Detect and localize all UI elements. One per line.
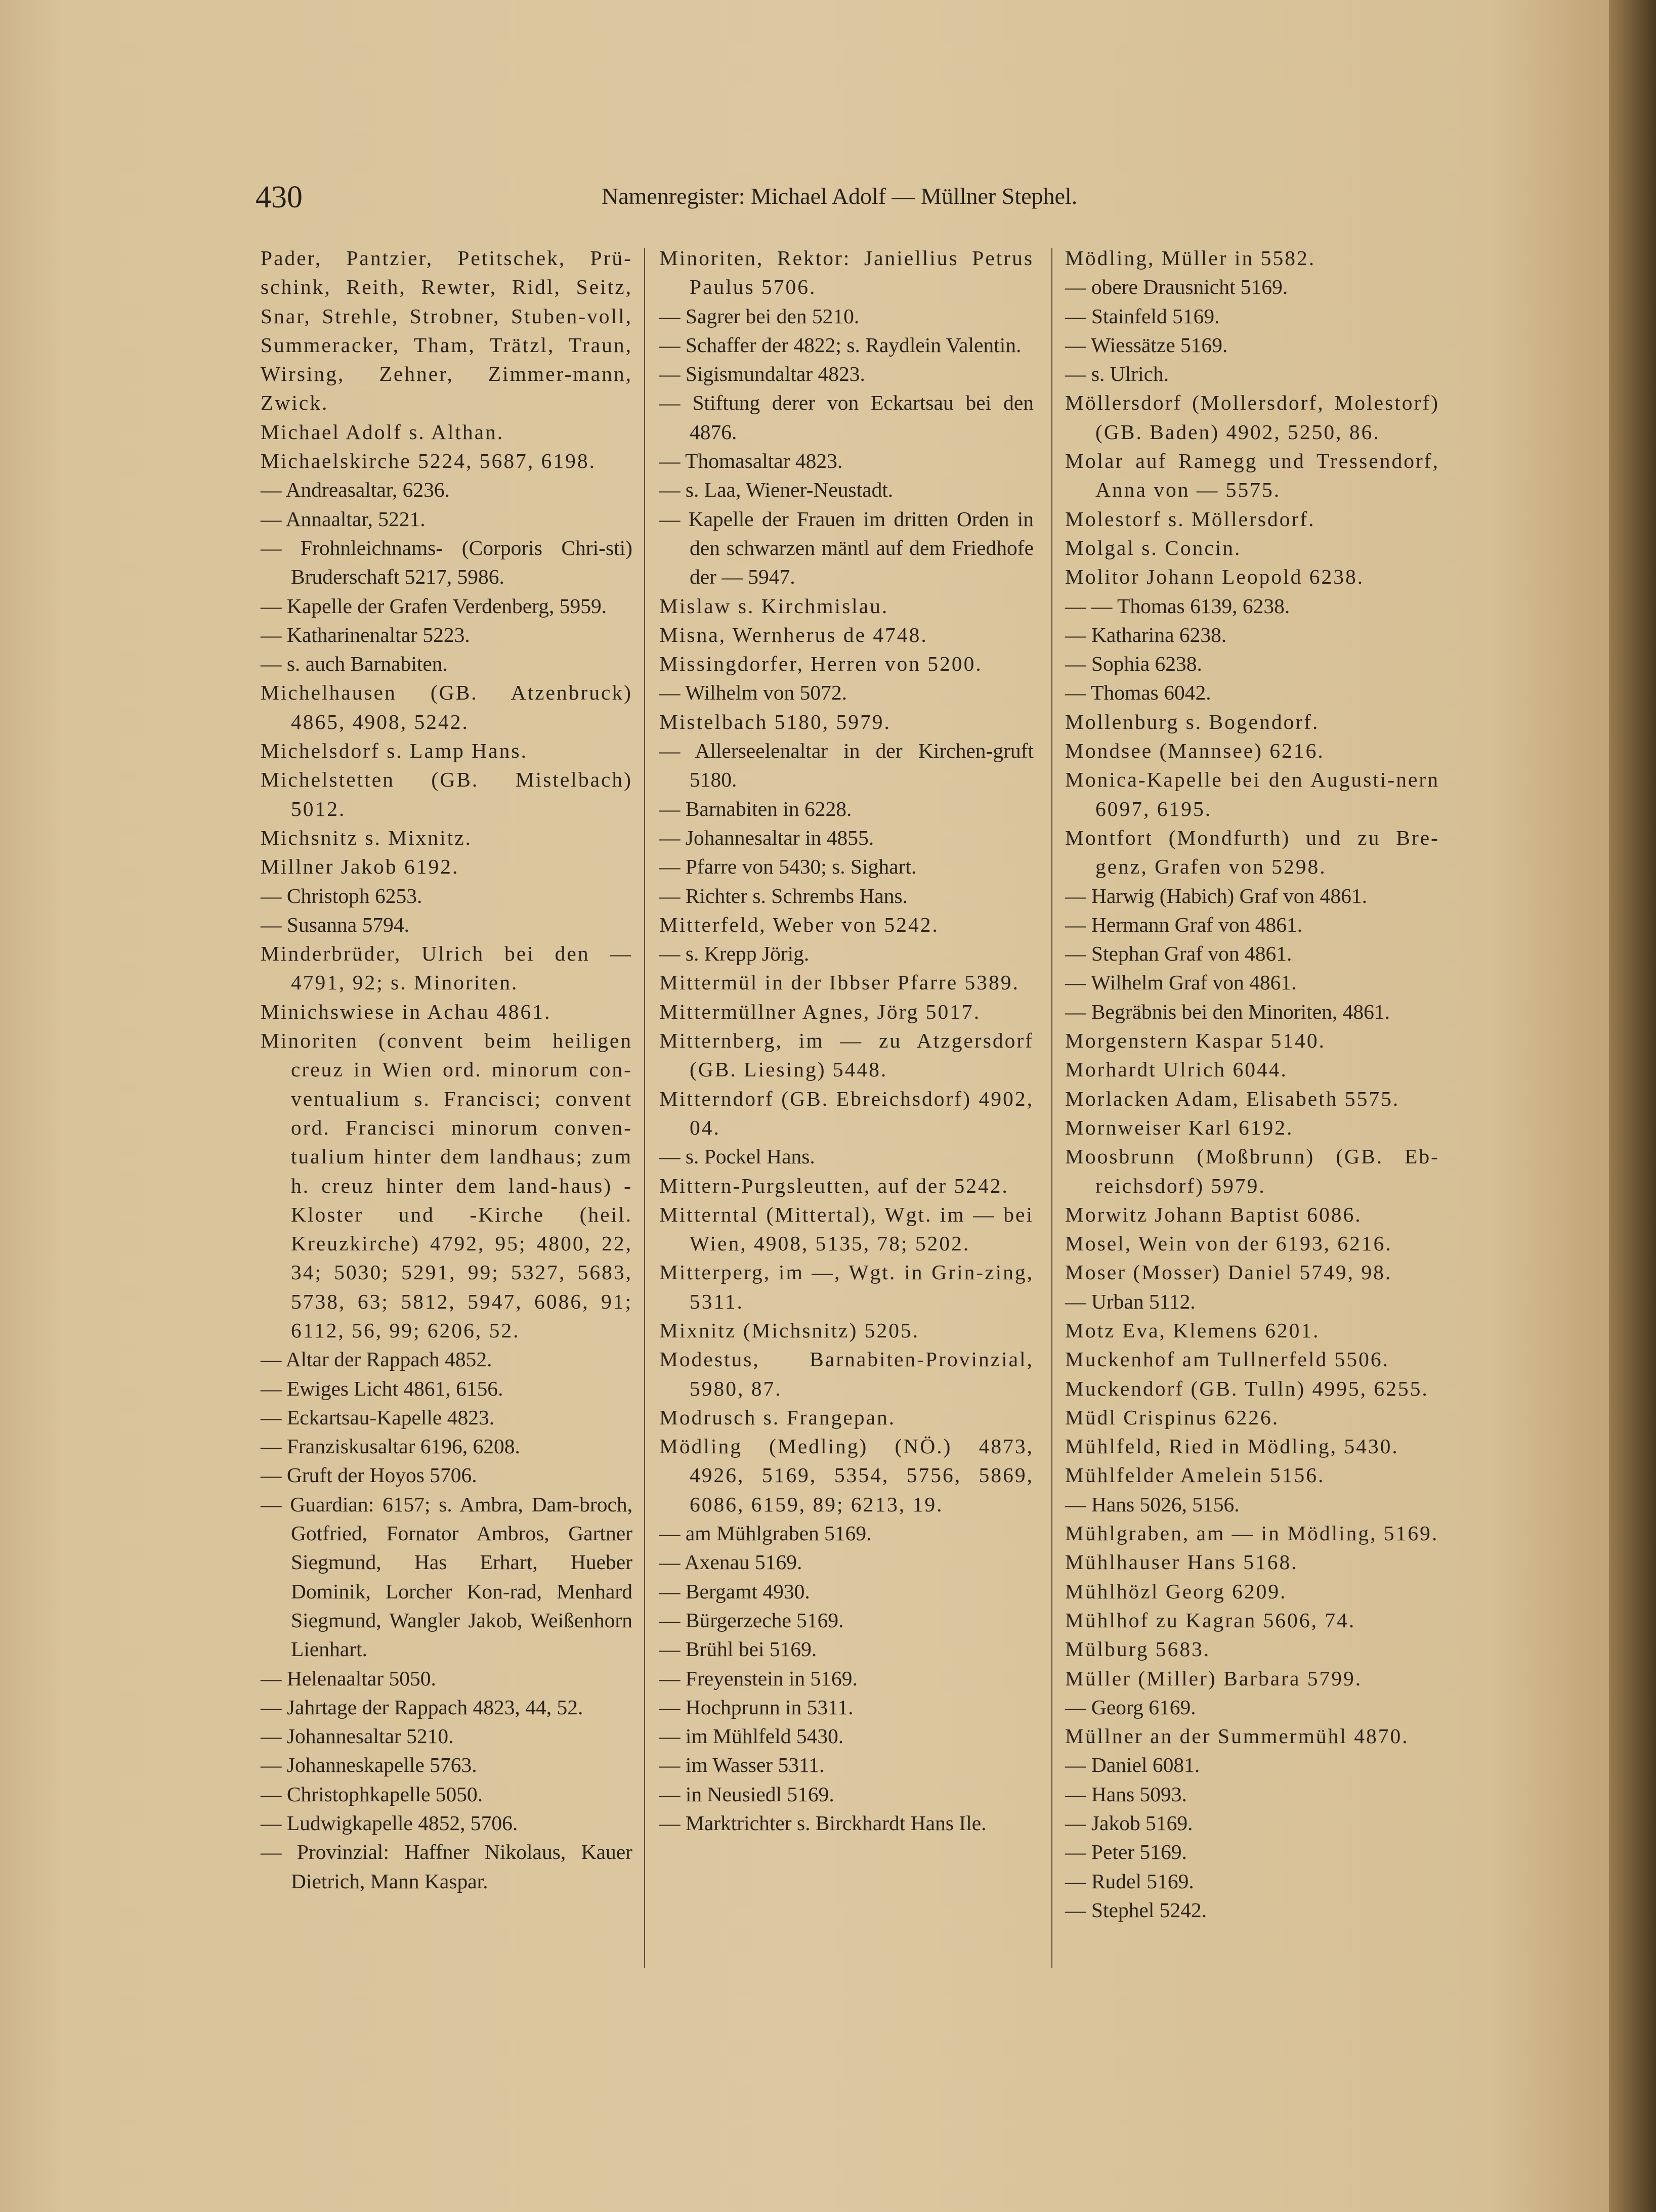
index-entry: Mödling (Medling) (NÖ.) 4873, 4926, 5169, 5354, 5756, 5869, 6086, 6159, 89; 6213, 19. [659, 1435, 1034, 1516]
index-entry: Mülburg 5683. [1065, 1637, 1211, 1661]
index-entry: — Jahrtage der Rappach 4823, 44, 52. [261, 1695, 583, 1719]
index-entry: Mixnitz (Michsnitz) 5205. [659, 1318, 920, 1342]
index-column-2 [659, 244, 1034, 1838]
index-entry: Modrusch s. Frangepan. [659, 1405, 896, 1429]
index-entry: Mitterndorf (GB. Ebreichsdorf) 4902, 04. [659, 1087, 1034, 1139]
index-entry: — Wilhelm von 5072. [659, 681, 847, 705]
index-entry: Mühlfelder Amelein 5156. [1065, 1463, 1325, 1487]
index-entry: Michelsdorf s. Lamp Hans. [261, 739, 528, 763]
index-column-3 [1065, 244, 1439, 1925]
index-entry: Mislaw s. Kirchmislau. [659, 594, 889, 618]
index-entry: — Andreasaltar, 6236. [261, 478, 450, 502]
index-entry: Mornweiser Karl 6192. [1065, 1115, 1294, 1139]
index-entry: — Johannesaltar in 4855. [659, 826, 874, 849]
index-entry: Mühlhözl Georg 6209. [1065, 1579, 1287, 1603]
index-entry: — am Mühlgraben 5169. [659, 1522, 872, 1545]
index-entry: — Hans 5093. [1065, 1782, 1187, 1806]
index-entry: — Hans 5026, 5156. [1065, 1492, 1240, 1516]
index-entry: — Stephel 5242. [1065, 1898, 1207, 1922]
index-entry: Molar auf Ramegg und Tressendorf, Anna von — 5575. [1065, 449, 1439, 502]
index-entry: — Altar der Rappach 4852. [261, 1348, 492, 1371]
index-entry: — s. Pockel Hans. [659, 1145, 815, 1168]
index-entry: — Frohnleichnams- (Corporis Chri-sti) Bruderschaft 5217, 5986. [261, 536, 632, 589]
index-entry: — Eckartsau-Kapelle 4823. [261, 1405, 495, 1429]
index-entry: — Marktrichter s. Birckhardt Hans Ile. [659, 1811, 987, 1835]
index-entry: Muckenhof am Tullnerfeld 5506. [1065, 1348, 1389, 1371]
index-entry: — Jakob 5169. [1065, 1811, 1193, 1835]
index-entry: — Peter 5169. [1065, 1840, 1187, 1864]
index-entry: Moser (Mosser) Daniel 5749, 98. [1065, 1261, 1392, 1284]
column-rule [1051, 248, 1052, 1968]
index-entry: — Sagrer bei den 5210. [659, 304, 860, 328]
index-entry: Mühlfeld, Ried in Mödling, 5430. [1065, 1435, 1399, 1458]
index-entry: — — Thomas 6139, 6238. [1065, 594, 1290, 618]
index-entry: — Axenau 5169. [659, 1550, 802, 1574]
index-entry: — Stiftung derer von Eckartsau bei den 4876. [659, 391, 1034, 444]
index-entry: — Stephan Graf von 4861. [1065, 942, 1292, 966]
index-entry: Modestus, Barnabiten-Provinzial, 5980, 87. [659, 1348, 1034, 1400]
index-entry: Pader, Pantzier, Petitschek, Prü-schink, Reith, Rewter, Ridl, Seitz, Snar, Strehle, Strobner, Stuben-voll, Summeracker, Tham, Trätzl, Traun, Wirsing, Zehner, Zimmer-mann, Zwick. [261, 246, 632, 415]
index-entry: Michsnitz s. Mixnitz. [261, 826, 473, 849]
index-entry: Michelstetten (GB. Mistelbach) 5012. [261, 768, 632, 820]
index-entry: Mosel, Wein von der 6193, 6216. [1065, 1232, 1392, 1255]
running-head: Namenregister: Michael Adolf — Müllner Stephel. [602, 183, 1078, 209]
index-entry: — s. Laa, Wiener-Neustadt. [659, 478, 894, 502]
index-entry: Motz Eva, Klemens 6201. [1065, 1318, 1320, 1342]
index-entry: — Annaaltar, 5221. [261, 507, 426, 531]
index-entry: Mistelbach 5180, 5979. [659, 710, 891, 733]
index-entry: Molestorf s. Möllersdorf. [1065, 507, 1315, 531]
index-entry: Müller (Miller) Barbara 5799. [1065, 1666, 1363, 1690]
index-entry: Morwitz Johann Baptist 6086. [1065, 1202, 1362, 1226]
index-entry: — s. Ulrich. [1065, 362, 1169, 386]
index-entry: Montfort (Mondfurth) und zu Bre-genz, Grafen von 5298. [1065, 826, 1439, 879]
index-entry: Müllner an der Summermühl 4870. [1065, 1724, 1409, 1748]
index-entry: Michaelskirche 5224, 5687, 6198. [261, 449, 597, 473]
index-entry: — Provinzial: Haffner Nikolaus, Kauer Dietrich, Mann Kaspar. [261, 1840, 632, 1893]
index-entry: Mondsee (Mannsee) 6216. [1065, 739, 1325, 763]
index-entry: Molgal s. Concin. [1065, 536, 1242, 559]
index-entry: — im Mühlfeld 5430. [659, 1724, 844, 1748]
index-entry: Moosbrunn (Moßbrunn) (GB. Eb-reichsdorf) 5979. [1065, 1145, 1439, 1197]
index-entry: Mühlgraben, am — in Mödling, 5169. [1065, 1522, 1439, 1545]
index-entry: — Brühl bei 5169. [659, 1637, 817, 1661]
index-entry: Mittermüllner Agnes, Jörg 5017. [659, 1000, 981, 1023]
index-entry: Mitterntal (Mittertal), Wgt. im — bei Wien, 4908, 5135, 78; 5202. [659, 1202, 1034, 1255]
index-entry: — Katharinenaltar 5223. [261, 623, 470, 646]
index-entry: Muckendorf (GB. Tulln) 4995, 6255. [1065, 1376, 1429, 1400]
index-entry: Minoriten (convent beim heiligen creuz in Wien ord. minorum con-ventualium s. Francisci; convent ord. Francisci minorum conven-tualium hinter dem landhaus; zum h. creuz hinter dem land-haus) -Kloster und -Kirche (heil. Kreuzkirche) 4792, 95; 4800, 22, 34; 5030; 5291, 99; 5327, 5683, 5738, 63; 5812, 5947, 6086, 91; 6112, 56, 99; 6206, 52. [261, 1029, 632, 1342]
index-entry: Möllersdorf (Mollersdorf, Molestorf) (GB. Baden) 4902, 5250, 86. [1065, 391, 1439, 444]
index-entry: — Freyenstein in 5169. [659, 1666, 858, 1690]
page-header [256, 180, 1207, 225]
index-entry: — Johanneskapelle 5763. [261, 1753, 477, 1777]
index-entry: — Kapelle der Frauen im dritten Orden in den schwarzen mäntl auf dem Friedhofe der — 5947. [659, 507, 1034, 589]
index-entry: — Franziskusaltar 6196, 6208. [261, 1435, 520, 1458]
index-entry: — Johannesaltar 5210. [261, 1724, 454, 1748]
index-entry: Mödling, Müller in 5582. [1065, 246, 1316, 270]
index-entry: Mittern-Purgsleutten, auf der 5242. [659, 1174, 1009, 1197]
index-entry: — Stainfeld 5169. [1065, 304, 1220, 328]
index-entry: — Wiessätze 5169. [1065, 333, 1228, 357]
index-entry: Mollenburg s. Bogendorf. [1065, 710, 1320, 733]
index-entry: — in Neusiedl 5169. [659, 1782, 834, 1806]
index-entry: — Urban 5112. [1065, 1289, 1196, 1313]
index-entry: Michael Adolf s. Althan. [261, 420, 504, 444]
index-entry: Minoriten, Rektor: Janiellius Petrus Paulus 5706. [659, 246, 1034, 299]
index-entry: Minichswiese in Achau 4861. [261, 1000, 551, 1023]
index-entry: — Rudel 5169. [1065, 1869, 1194, 1893]
index-entry: — Gruft der Hoyos 5706. [261, 1463, 477, 1487]
index-entry: Minderbrüder, Ulrich bei den — 4791, 92; s. Minoriten. [261, 942, 632, 994]
index-entry: Mühlhauser Hans 5168. [1065, 1550, 1298, 1574]
index-entry: — Sophia 6238. [1065, 652, 1202, 676]
index-entry: Mittermül in der Ibbser Pfarre 5389. [659, 971, 1020, 994]
index-entry: — Christophkapelle 5050. [261, 1782, 483, 1806]
index-entry: — Christoph 6253. [261, 884, 422, 907]
index-entry: Misna, Wernherus de 4748. [659, 623, 928, 646]
index-entry: Missingdorfer, Herren von 5200. [659, 652, 983, 676]
index-entry: Morgenstern Kaspar 5140. [1065, 1029, 1326, 1053]
index-entry: — Bergamt 4930. [659, 1579, 810, 1603]
index-entry: — Allerseelenaltar in der Kirchen-gruft 5180. [659, 739, 1034, 792]
index-entry: Müdl Crispinus 6226. [1065, 1405, 1280, 1429]
index-entry: — Katharina 6238. [1065, 623, 1227, 646]
index-entry: — im Wasser 5311. [659, 1753, 825, 1777]
page-edge [1609, 0, 1656, 2212]
index-entry: Mitterfeld, Weber von 5242. [659, 913, 939, 936]
index-entry: Mühlhof zu Kagran 5606, 74. [1065, 1608, 1356, 1632]
index-entry: Morlacken Adam, Elisabeth 5575. [1065, 1087, 1400, 1110]
index-entry: — Hermann Graf von 4861. [1065, 913, 1303, 936]
index-entry: — Pfarre von 5430; s. Sighart. [659, 855, 917, 879]
index-entry: Molitor Johann Leopold 6238. [1065, 565, 1365, 589]
index-entry: — Begräbnis bei den Minoriten, 4861. [1065, 1000, 1390, 1023]
index-entry: — Ludwigkapelle 4852, 5706. [261, 1811, 518, 1835]
index-entry: — Bürgerzeche 5169. [659, 1608, 844, 1632]
index-entry: — s. Krepp Jörig. [659, 942, 810, 966]
index-entry: Morhardt Ulrich 6044. [1065, 1058, 1288, 1081]
index-entry: — Sigismundaltar 4823. [659, 362, 865, 386]
index-entry: — Richter s. Schrembs Hans. [659, 884, 908, 907]
index-entry: Mitternberg, im — zu Atzgersdorf (GB. Liesing) 5448. [659, 1029, 1034, 1081]
index-entry: — Daniel 6081. [1065, 1753, 1200, 1777]
index-entry: — Harwig (Habich) Graf von 4861. [1065, 884, 1367, 907]
index-entry: Mitterperg, im —, Wgt. in Grin-zing, 5311. [659, 1261, 1034, 1313]
index-entry: — obere Drausnicht 5169. [1065, 275, 1288, 299]
index-entry: — Susanna 5794. [261, 913, 409, 936]
index-entry: — s. auch Barnabiten. [261, 652, 448, 676]
index-entry: — Schaffer der 4822; s. Raydlein Valentin. [659, 333, 1022, 357]
index-entry: Michelhausen (GB. Atzenbruck) 4865, 4908, 5242. [261, 681, 632, 733]
page-number: 430 [256, 180, 303, 214]
index-entry: Millner Jakob 6192. [261, 855, 459, 879]
index-entry: — Wilhelm Graf von 4861. [1065, 971, 1297, 994]
index-entry: — Thomasaltar 4823. [659, 449, 843, 473]
index-entry: — Hochprunn in 5311. [659, 1695, 854, 1719]
index-entry: — Ewiges Licht 4861, 6156. [261, 1376, 503, 1400]
index-entry: — Helenaaltar 5050. [261, 1666, 436, 1690]
index-entry: — Thomas 6042. [1065, 681, 1211, 705]
index-column-1 [261, 244, 632, 1896]
index-entry: — Guardian: 6157; s. Ambra, Dam-broch, Gotfried, Fornator Ambros, Gartner Siegmund, Has Erhart, Hueber Dominik, Lorcher Kon-rad, Menhard Siegmund, Wangler Jakob, Weißenhorn Lienhart. [261, 1492, 632, 1661]
index-entry: — Georg 6169. [1065, 1695, 1196, 1719]
column-rule [644, 248, 645, 1968]
index-entry: — Barnabiten in 6228. [659, 797, 852, 820]
index-entry: Monica-Kapelle bei den Augusti-nern 6097, 6195. [1065, 768, 1439, 820]
index-entry: — Kapelle der Grafen Verdenberg, 5959. [261, 594, 607, 618]
